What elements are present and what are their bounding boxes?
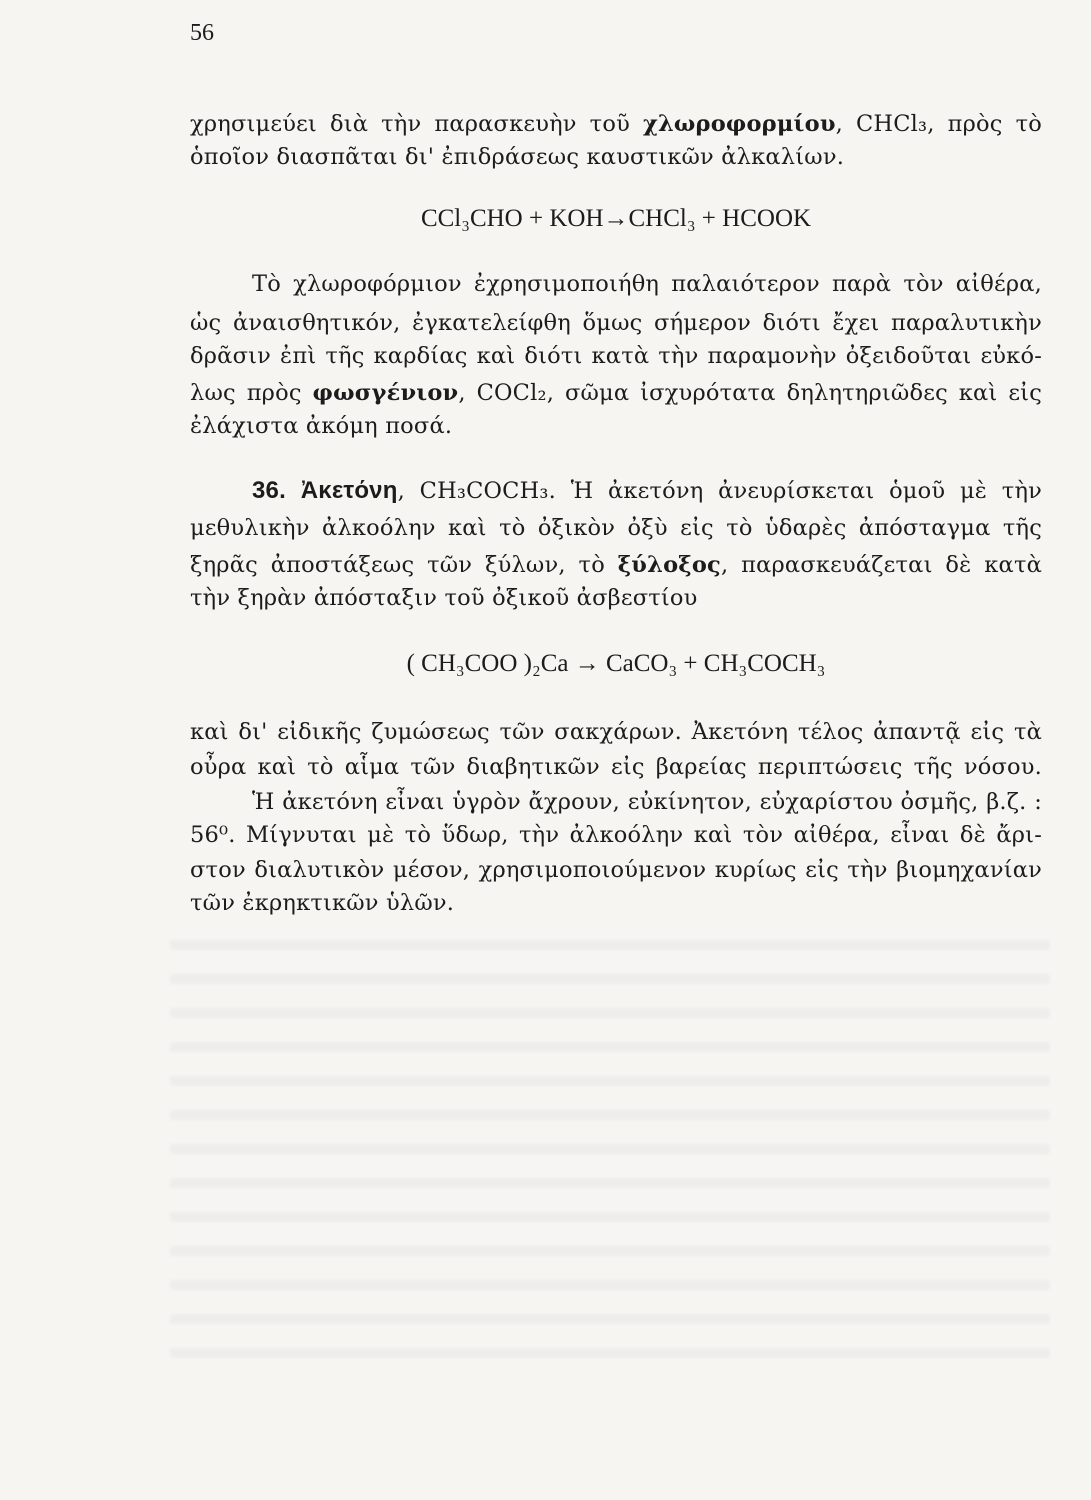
term-chloroform: χλωροφορμίου xyxy=(642,111,836,137)
para3-line2: οὖρα καὶ τὸ αἷμα τῶν διαβητικῶν εἰς βαρείας περιπτώσεις τῆς νόσου. xyxy=(190,754,1042,780)
reaction-formula-1: CCl₃CHO + KOH→CHCl₃ + HCOOK xyxy=(420,205,812,232)
section-36-line2: μεθυλικὴν ἀλκοόλην καὶ τὸ ὀξικὸν ὀξὺ εἰς τὸ ὑδαρὲς ἀπόσταγμα τῆς xyxy=(190,515,1042,541)
para2-line4 xyxy=(190,377,1042,409)
para1-line2: ὁποῖον διασπᾶται δι' ἐπιδράσεως καυστικῶν ἀλκαλίων. xyxy=(190,144,845,170)
para2-text-b: , COCl₂, σῶμα ἰσχυρότατα δηλητηριῶδες καὶ εἰς xyxy=(458,380,1042,406)
page-number: 56 xyxy=(190,20,214,46)
section-36-line4: τὴν ξηρὰν ἀπόσταξιν τοῦ ὀξικοῦ ἀσβεστίου xyxy=(190,585,698,611)
para1-text-b: , CHCl₃, πρὸς τὸ xyxy=(835,111,1042,137)
section-36-line1 xyxy=(252,475,1042,507)
reaction-formula-2: ( CH₃COO )₂Ca → CaCO₃ + CH₃COCH₃ xyxy=(406,650,826,677)
para4-line1: Ἡ ἀκετόνη εἶναι ὑγρὸν ἄχρουν, εὐκίνητον, εὐχαρίστου ὀσμῆς, β.ζ. : xyxy=(252,789,1042,815)
para2-line1: Τὸ χλωροφόρμιον ἐχρησιμοποιήθη παλαιότερον παρὰ τὸν αἰθέρα, xyxy=(252,271,1042,297)
section-36-line3 xyxy=(190,549,1042,581)
section-36-text-a: ξηρᾶς ἀποστάξεως τῶν ξύλων, τὸ xyxy=(190,552,618,578)
term-phosgene: φωσγένιον xyxy=(312,380,459,406)
para4-line3: στον διαλυτικὸν μέσον, χρησιμοποιούμενον κυρίως εἰς τὴν βιομηχανίαν xyxy=(190,857,1042,883)
section-36-text-b: , παρασκευάζεται δὲ κατὰ xyxy=(720,552,1042,578)
para2-line5: ἐλάχιστα ἀκόμη ποσά. xyxy=(190,413,453,439)
section-number: 36. xyxy=(252,477,286,504)
para4-line2: 56⁰. Μίγνυται μὲ τὸ ὕδωρ, τὴν ἀλκοόλην καὶ τὸν αἰθέρα, εἶναι δὲ ἄρι- xyxy=(190,822,1042,848)
para2-line2: ὡς ἀναισθητικόν, ἐγκατελείφθη ὅμως σήμερον διότι ἔχει παραλυτικὴν xyxy=(190,310,1042,336)
para2-line3: δρᾶσιν ἐπὶ τῆς καρδίας καὶ διότι κατὰ τὴν παραμονὴν ὀξειδοῦται εὐκό- xyxy=(190,343,1042,369)
para1-line1 xyxy=(190,108,1042,140)
section-36-text: , CH₃COCH₃. Ἡ ἀκετόνη ἀνευρίσκεται ὁμοῦ μὲ τὴν xyxy=(397,478,1042,504)
para4-line4: τῶν ἐκρηκτικῶν ὑλῶν. xyxy=(190,890,455,916)
term-xyloxos: ξύλοξος xyxy=(617,552,721,578)
para3-line1: καὶ δι' εἰδικῆς ζυμώσεως τῶν σακχάρων. Ἀκετόνη τέλος ἀπαντᾷ εἰς τὰ xyxy=(190,719,1042,745)
show-through-text xyxy=(170,940,1050,1360)
section-title: Ἀκετόνη xyxy=(300,477,398,504)
para1-text-a: χρησιμεύει διὰ τὴν παρασκευὴν τοῦ xyxy=(190,111,643,137)
para2-text-a: λως πρὸς xyxy=(190,380,313,406)
